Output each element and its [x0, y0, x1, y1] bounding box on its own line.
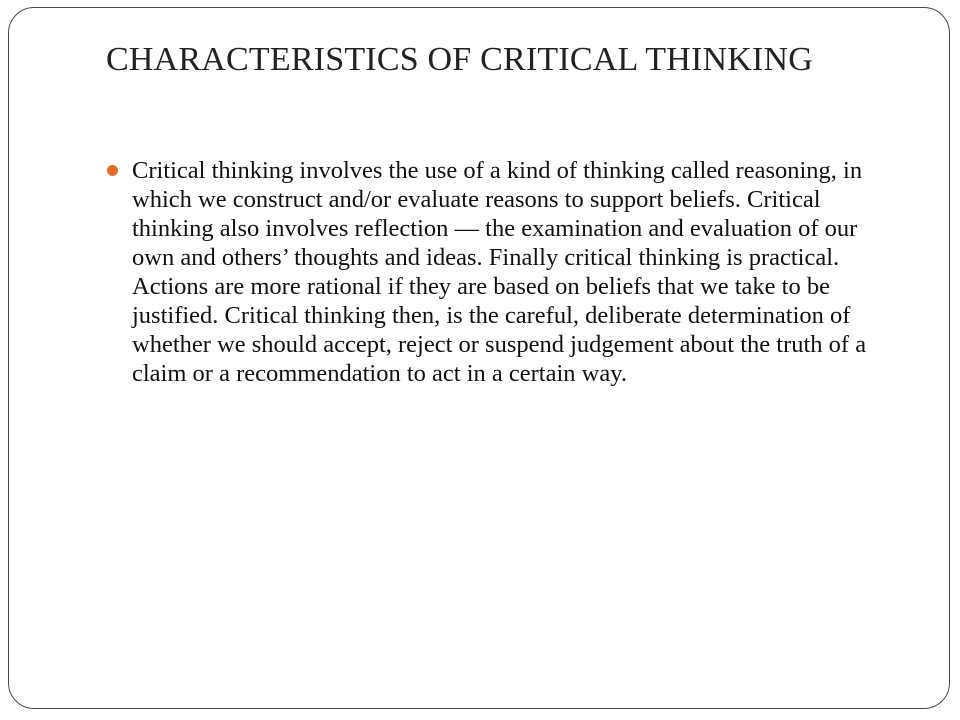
bullet-item	[106, 156, 886, 388]
bullet-text: Critical thinking involves the use of a kind of thinking called reasoning, in which we construct and/or evaluate reasons to support beliefs. Critical thinking also involves reflection — the examination and evaluation of our own and others’ thoughts and ideas. Finally critical thinking is practical. Actions are more rational if they are based on beliefs that we take to be justified. Critical thinking then, is the careful, deliberate determination of whether we should accept, reject or suspend judgement about the truth of a claim or a recommendation to act in a certain way.	[132, 157, 867, 387]
bullet-dot-icon	[107, 165, 118, 176]
slide-title: CHARACTERISTICS OF CRITICAL THINKING	[106, 41, 814, 78]
bullet-list	[106, 156, 886, 388]
